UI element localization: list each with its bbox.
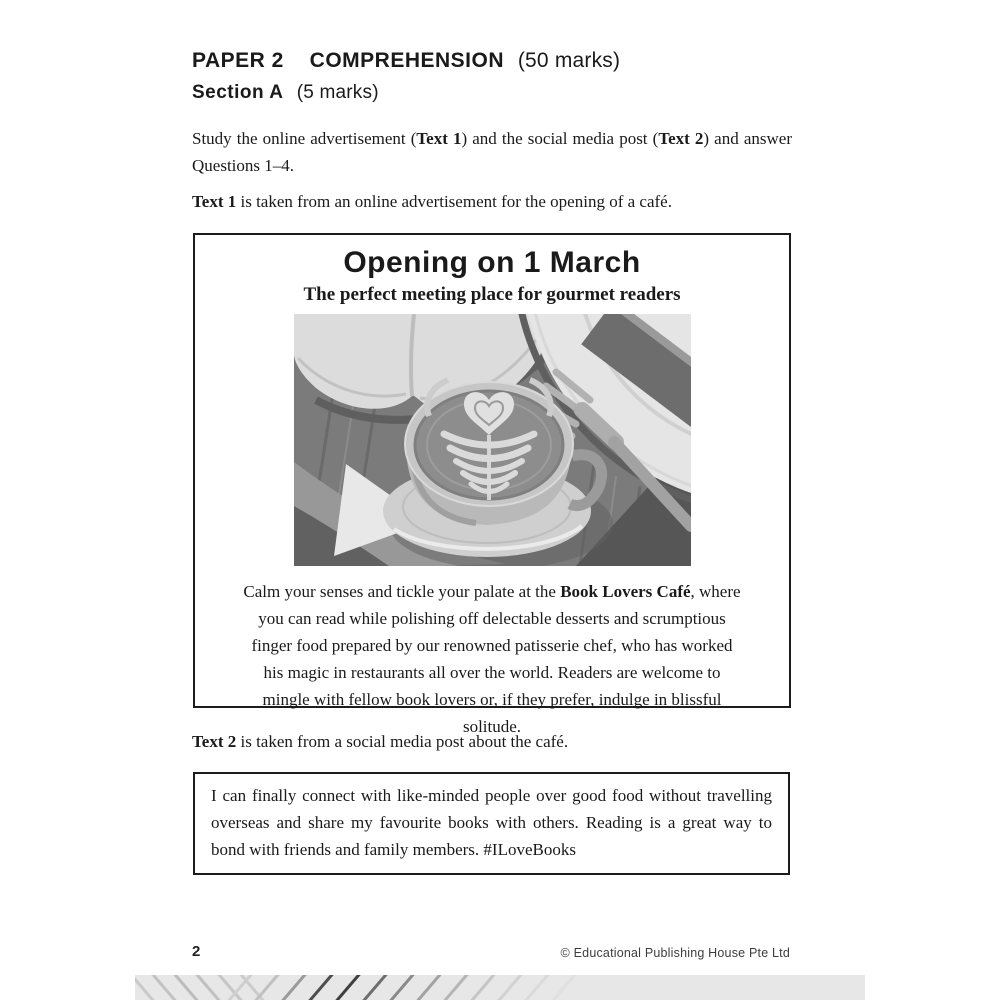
- copyright-notice: © Educational Publishing House Pte Ltd: [560, 946, 790, 960]
- paper-marks: (50 marks): [517, 49, 621, 72]
- cafe-name: Book Lovers Café: [560, 582, 691, 601]
- cafe-photo-illustration: [294, 314, 691, 566]
- instructions-text: ) and the social media post (: [461, 129, 659, 148]
- paper-title-line: [192, 48, 620, 74]
- section-line: [192, 81, 620, 105]
- decorative-strip: [135, 975, 865, 1000]
- advertisement-title: Opening on 1 March: [343, 246, 641, 279]
- text1-label: Text 1: [192, 192, 237, 211]
- instructions-text: Study the online advertisement (: [192, 129, 417, 148]
- advertisement-subtitle: The perfect meeting place for gourmet readers: [303, 284, 681, 305]
- social-post-box: [193, 772, 790, 875]
- social-post-text: I can finally connect with like-minded people over good food without travelling overseas and share my favourite books with others. Reading is a great way to bond with friends and family members. #ILoveBooks: [211, 786, 772, 859]
- advertisement-text: Calm your senses and tickle your palate at the: [243, 582, 561, 601]
- diagonal-stripes: [135, 975, 865, 1000]
- section-label: Section A: [192, 82, 284, 103]
- page-header: [192, 48, 620, 105]
- paper-label: PAPER 2: [192, 49, 284, 72]
- section-marks: (5 marks): [296, 82, 379, 103]
- advertisement-text: , where you can read while polishing off delectable desserts and scrumptious finger food prepared by our renowned patisserie chef, who has worked his magic in restaurants all over the world. Readers are welcome to mingle with fellow book lovers or, if they prefer, indulge in blissful solitude.: [251, 582, 741, 736]
- instructions-paragraph: [192, 125, 792, 179]
- text2-reference: Text 2: [658, 129, 704, 148]
- text2-label: Text 2: [192, 732, 237, 751]
- paper-title: COMPREHENSION: [309, 49, 505, 72]
- cafe-photo: [294, 314, 691, 566]
- text2-caption: [192, 730, 568, 754]
- text1-caption: [192, 190, 672, 214]
- text1-reference: Text 1: [416, 129, 462, 148]
- advertisement-body: [240, 578, 745, 740]
- advertisement-box: [193, 233, 791, 736]
- page-number: 2: [192, 943, 201, 960]
- instructions-text: ) and answer Questions 1–4.: [192, 129, 792, 175]
- text1-caption-text: is taken from an online advertisement for the opening of a café.: [236, 192, 672, 211]
- text2-caption-text: is taken from a social media post about the café.: [236, 732, 569, 751]
